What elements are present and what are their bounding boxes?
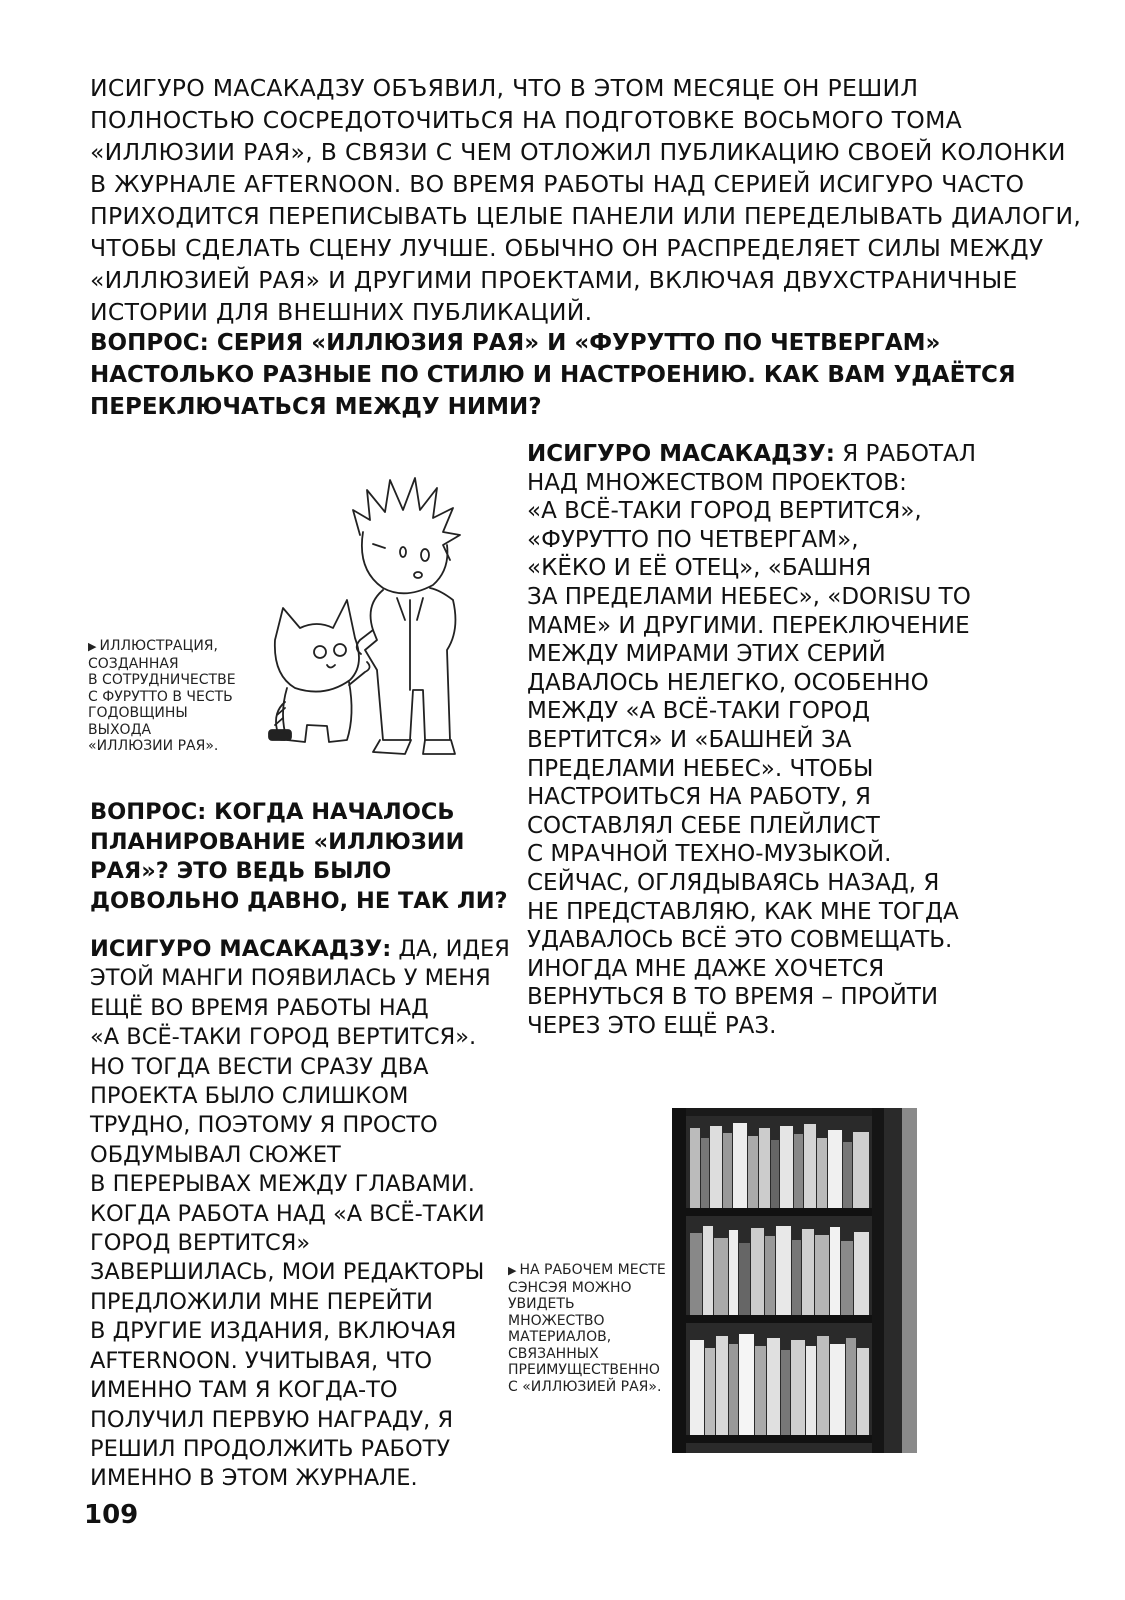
caption-line: ВЫХОДА: [88, 721, 152, 738]
illustration-caption: [88, 638, 248, 755]
answer-2-line: В ДРУГИЕ ИЗДАНИЯ, ВКЛЮЧАЯ: [90, 1318, 457, 1345]
question-1-line: НАСТОЛЬКО РАЗНЫЕ ПО СТИЛЮ И НАСТРОЕНИЮ. КАК ВАМ УДАЁТСЯ: [90, 362, 1016, 388]
answer-2-line: «А ВСЁ-ТАКИ ГОРОД ВЕРТИТСЯ».: [90, 1024, 477, 1051]
intro-line: ЧТОБЫ СДЕЛАТЬ СЦЕНУ ЛУЧШЕ. ОБЫЧНО ОН РАСПРЕДЕЛЯЕТ СИЛЫ МЕЖДУ: [90, 234, 1044, 262]
answer-2-line: НО ТОГДА ВЕСТИ СРАЗУ ДВА: [90, 1053, 429, 1080]
answer-2: [90, 935, 510, 1494]
photo-caption: [508, 1262, 668, 1395]
answer-1-line: НЕ ПРЕДСТАВЛЯЮ, КАК МНЕ ТОГДА: [527, 898, 959, 925]
answer-1-line: НАД МНОЖЕСТВОМ ПРОЕКТОВ:: [527, 469, 907, 496]
answer-2-line: ТРУДНО, ПОЭТОМУ Я ПРОСТО: [90, 1112, 438, 1139]
caption-line: С ФУРУТТО В ЧЕСТЬ: [88, 688, 233, 705]
answer-1: [527, 440, 997, 1040]
intro-paragraph: [90, 72, 1082, 328]
answer-1-line: С МРАЧНОЙ ТЕХНО-МУЗЫКОЙ.: [527, 841, 892, 868]
intro-line: «ИЛЛЮЗИЕЙ РАЯ» И ДРУГИМИ ПРОЕКТАМИ, ВКЛЮЧАЯ ДВУХСТРАНИЧНЫЕ: [90, 266, 1018, 294]
caption-line: ГОДОВЩИНЫ: [88, 705, 188, 721]
answer-2-line: AFTERNOON. УЧИТЫВАЯ, ЧТО: [90, 1347, 433, 1374]
answer-1-first-line: ИСИГУРО МАСАКАДЗУ: Я РАБОТАЛ: [527, 441, 977, 467]
speaker-label: ИСИГУРО МАСАКАДЗУ:: [90, 936, 392, 962]
answer-1-line: МЕЖДУ МИРАМИ ЭТИХ СЕРИЙ: [527, 641, 886, 668]
answer-1-line: НАСТРОИТЬСЯ НА РАБОТУ, Я: [527, 784, 871, 811]
answer-2-line: КОГДА РАБОТА НАД «А ВСЁ-ТАКИ: [90, 1200, 485, 1227]
question-1-line: ПЕРЕКЛЮЧАТЬСЯ МЕЖДУ НИМИ?: [90, 394, 542, 420]
answer-2-line: В ПЕРЕРЫВАХ МЕЖДУ ГЛАВАМИ.: [90, 1171, 475, 1198]
caption-line: С «ИЛЛЮЗИЕЙ РАЯ».: [508, 1378, 662, 1395]
question-1-line: ВОПРОС: СЕРИЯ «ИЛЛЮЗИЯ РАЯ» И «ФУРУТТО ПО ЧЕТВЕРГАМ»: [90, 330, 941, 356]
bookshelf-photo: [672, 1108, 917, 1453]
speaker-label: ИСИГУРО МАСАКАДЗУ:: [527, 441, 835, 467]
caption-line: «ИЛЛЮЗИИ РАЯ».: [88, 738, 219, 754]
caption-line: СЭНСЭЯ МОЖНО: [508, 1279, 632, 1296]
question-1: [90, 327, 1040, 423]
answer-1-line: ИНОГДА МНЕ ДАЖЕ ХОЧЕТСЯ: [527, 955, 885, 982]
answer-2-line: РЕШИЛ ПРОДОЛЖИТЬ РАБОТУ: [90, 1435, 451, 1462]
question-2-line: ДОВОЛЬНО ДАВНО, НЕ ТАК ЛИ?: [90, 887, 508, 914]
triangle-bullet-icon: ▶: [88, 640, 97, 653]
page-number: 109: [84, 1500, 139, 1530]
question-2-line: ВОПРОС: КОГДА НАЧАЛОСЬ: [90, 799, 455, 825]
caption-line: МНОЖЕСТВО: [508, 1312, 605, 1329]
answer-2-first-line: ИСИГУРО МАСАКАДЗУ: ДА, ИДЕЯ: [90, 936, 510, 962]
answer-1-line: МЕЖДУ «А ВСЁ-ТАКИ ГОРОД: [527, 698, 870, 725]
question-2-line: ПЛАНИРОВАНИЕ «ИЛЛЮЗИИ: [90, 828, 465, 855]
caption-line: ▶ ИЛЛЮСТРАЦИЯ,: [88, 638, 218, 654]
intro-line: ИСИГУРО МАСАКАДЗУ ОБЪЯВИЛ, ЧТО В ЭТОМ МЕСЯЦЕ ОН РЕШИЛ: [90, 74, 919, 102]
answer-1-line: СОСТАВЛЯЛ СЕБЕ ПЛЕЙЛИСТ: [527, 812, 880, 839]
intro-line: «ИЛЛЮЗИИ РАЯ», В СВЯЗИ С ЧЕМ ОТЛОЖИЛ ПУБЛИКАЦИЮ СВОЕЙ КОЛОНКИ: [90, 138, 1066, 166]
triangle-bullet-icon: ▶: [508, 1264, 517, 1277]
caption-line: УВИДЕТЬ: [508, 1296, 575, 1312]
answer-1-line: «КЁКО И ЕЁ ОТЕЦ», «БАШНЯ: [527, 555, 872, 582]
answer-2-line: ЗАВЕРШИЛАСЬ, МОИ РЕДАКТОРЫ: [90, 1259, 485, 1286]
answer-2-line: ГОРОД ВЕРТИТСЯ»: [90, 1230, 311, 1257]
intro-line: ПОЛНОСТЬЮ СОСРЕДОТОЧИТЬСЯ НА ПОДГОТОВКЕ ВОСЬМОГО ТОМА: [90, 106, 963, 134]
answer-2-line: ИМЕННО В ЭТОМ ЖУРНАЛЕ.: [90, 1465, 418, 1492]
intro-line: В ЖУРНАЛЕ AFTERNOON. ВО ВРЕМЯ РАБОТЫ НАД СЕРИЕЙ ИСИГУРО ЧАСТО: [90, 170, 1025, 198]
answer-1-line: СЕЙЧАС, ОГЛЯДЫВАЯСЬ НАЗАД, Я: [527, 869, 940, 896]
answer-1-line: MAME» И ДРУГИМИ. ПЕРЕКЛЮЧЕНИЕ: [527, 612, 970, 639]
answer-2-line: ПРЕДЛОЖИЛИ МНЕ ПЕРЕЙТИ: [90, 1288, 433, 1315]
answer-2-line: ОБДУМЫВАЛ СЮЖЕТ: [90, 1141, 341, 1168]
intro-line: ПРИХОДИТСЯ ПЕРЕПИСЫВАТЬ ЦЕЛЫЕ ПАНЕЛИ ИЛИ ПЕРЕДЕЛЫВАТЬ ДИАЛОГИ,: [90, 202, 1082, 230]
answer-1-line: ЗА ПРЕДЕЛАМИ НЕБЕС», «DORISU TO: [527, 583, 971, 610]
caption-line: СВЯЗАННЫХ: [508, 1345, 599, 1362]
answer-2-line: ЕЩЁ ВО ВРЕМЯ РАБОТЫ НАД: [90, 994, 429, 1021]
answer-2-line: ПОЛУЧИЛ ПЕРВУЮ НАГРАДУ, Я: [90, 1406, 454, 1433]
intro-line: ИСТОРИИ ДЛЯ ВНЕШНИХ ПУБЛИКАЦИЙ.: [90, 298, 593, 326]
answer-1-line: ЧЕРЕЗ ЭТО ЕЩЁ РАЗ.: [527, 1012, 777, 1039]
answer-1-line: «ФУРУТТО ПО ЧЕТВЕРГАМ»,: [527, 526, 859, 553]
answer-2-line: ИМЕННО ТАМ Я КОГДА-ТО: [90, 1377, 398, 1404]
boy-and-cat-illustration: [265, 440, 495, 780]
answer-1-line: ВЕРНУТЬСЯ В ТО ВРЕМЯ – ПРОЙТИ: [527, 984, 939, 1011]
answer-1-line: ВЕРТИТСЯ» И «БАШНЕЙ ЗА: [527, 726, 852, 753]
answer-1-line: УДАВАЛОСЬ ВСЁ ЭТО СОВМЕЩАТЬ.: [527, 927, 953, 954]
question-2-line: РАЯ»? ЭТО ВЕДЬ БЫЛО: [90, 858, 392, 884]
answer-1-line: «А ВСЁ-ТАКИ ГОРОД ВЕРТИТСЯ»,: [527, 498, 922, 525]
question-2: [90, 798, 508, 916]
answer-2-line: ПРОЕКТА БЫЛО СЛИШКОМ: [90, 1083, 409, 1110]
caption-line: В СОТРУДНИЧЕСТВЕ: [88, 672, 236, 688]
answer-1-line: ДАВАЛОСЬ НЕЛЕГКО, ОСОБЕННО: [527, 669, 929, 696]
caption-line: МАТЕРИАЛОВ,: [508, 1329, 612, 1345]
caption-line: ПРЕИМУЩЕСТВЕННО: [508, 1362, 660, 1378]
caption-line: ▶ НА РАБОЧЕМ МЕСТЕ: [508, 1262, 666, 1278]
caption-line: СОЗДАННАЯ: [88, 655, 179, 672]
answer-2-line: ЭТОЙ МАНГИ ПОЯВИЛАСЬ У МЕНЯ: [90, 965, 491, 992]
answer-1-line: ПРЕДЕЛАМИ НЕБЕС». ЧТОБЫ: [527, 755, 874, 782]
